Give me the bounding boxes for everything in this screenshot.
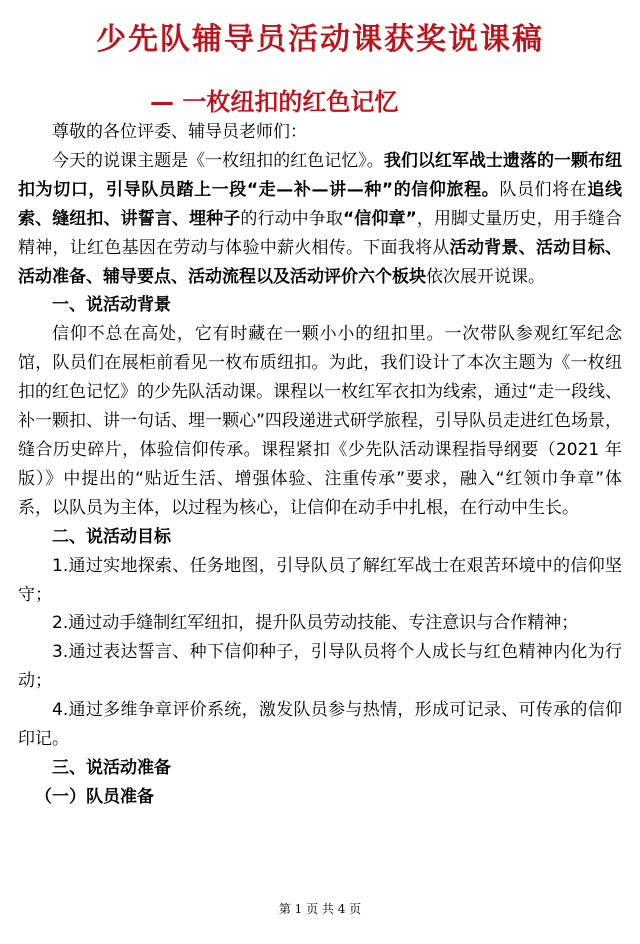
goal-item: 1.通过实地探索、任务地图，引导队员了解红军战士在艰苦环境中的信仰坚守；: [18, 555, 622, 605]
intro-sections-bold: 活动背景、活动目标、活动准备、辅导要点、活动流程以及活动评价六个板块: [18, 237, 623, 287]
subsection-heading-member-prep: （一）队员准备: [35, 786, 154, 807]
intro-theme-bold: 我们以红军战士遗落的一颗布纽扣为切口，引导队员踏上一段“走—补—讲—种”的信仰旅程。: [18, 150, 623, 200]
goal-item: 4.通过多维争章评价系统，激发队员参与热情，形成可记录、可传承的信仰印记。: [18, 700, 622, 750]
intro-text: 的行动中争取: [240, 208, 343, 229]
intro-sentence: 今天的说课主题是《一枚纽扣的红色记忆》。: [52, 150, 384, 171]
intro-paragraph: [18, 147, 622, 292]
greeting: 尊敬的各位评委、辅导员老师们：: [52, 122, 307, 142]
section-heading-preparation: 三、说活动准备: [52, 757, 171, 778]
intro-text: 依次展开说课。: [426, 266, 545, 287]
page-number: 第 1 页 共 4 页: [278, 902, 362, 916]
goal-item: 3.通过表达誓言、种下信仰种子，引导队员将个人成长与红色精神内化为行动；: [18, 642, 622, 692]
document-body: [18, 118, 622, 812]
intro-text: 队员们将在: [499, 179, 588, 200]
goal-item: 2.通过动手缝制红军纽扣，提升队员劳动技能、专注意识与合作精神；: [52, 613, 579, 634]
section-heading-background: 一、说活动背景: [52, 295, 171, 316]
intro-text: ，用脚丈量历史，用手缝合精神，让红色基因在劳动与体验中薪火相传。下面我将从: [18, 208, 622, 258]
intro-badge-bold: “信仰章”: [342, 208, 417, 229]
document-subtitle: — 一枚纽扣的红色记忆: [150, 88, 399, 116]
section-heading-goals: 二、说活动目标: [52, 526, 171, 547]
background-paragraph: 信仰不总在高处，它有时藏在一颗小小的纽扣里。一次带队参观红军纪念馆，队员们在展柜前看见一枚布质纽扣。为此，我们设计了本次主题为《一枚纽扣的红色记忆》的少先队活动课。课程以一枚红军衣扣为线索，通过“走一段线、补一颗扣、讲一句话、埋一颗心”四段递进式研学旅程，引导队员走进红色场景，缝合历史碎片，体验信仰传承。课程紧扣《少先队活动课程指导纲要（2021 年版）》中提出的“贴近生活、增强体验、注重传承”要求，融入“红领巾争章”体系，以队员为主体，以过程为核心，让信仰在动手中扎根，在行动中生长。: [18, 324, 622, 518]
document-title: 少先队辅导员活动课获奖说课稿: [96, 22, 544, 57]
intro-actions-bold: 追线索、缝纽扣、讲誓言、埋种子: [18, 179, 622, 229]
